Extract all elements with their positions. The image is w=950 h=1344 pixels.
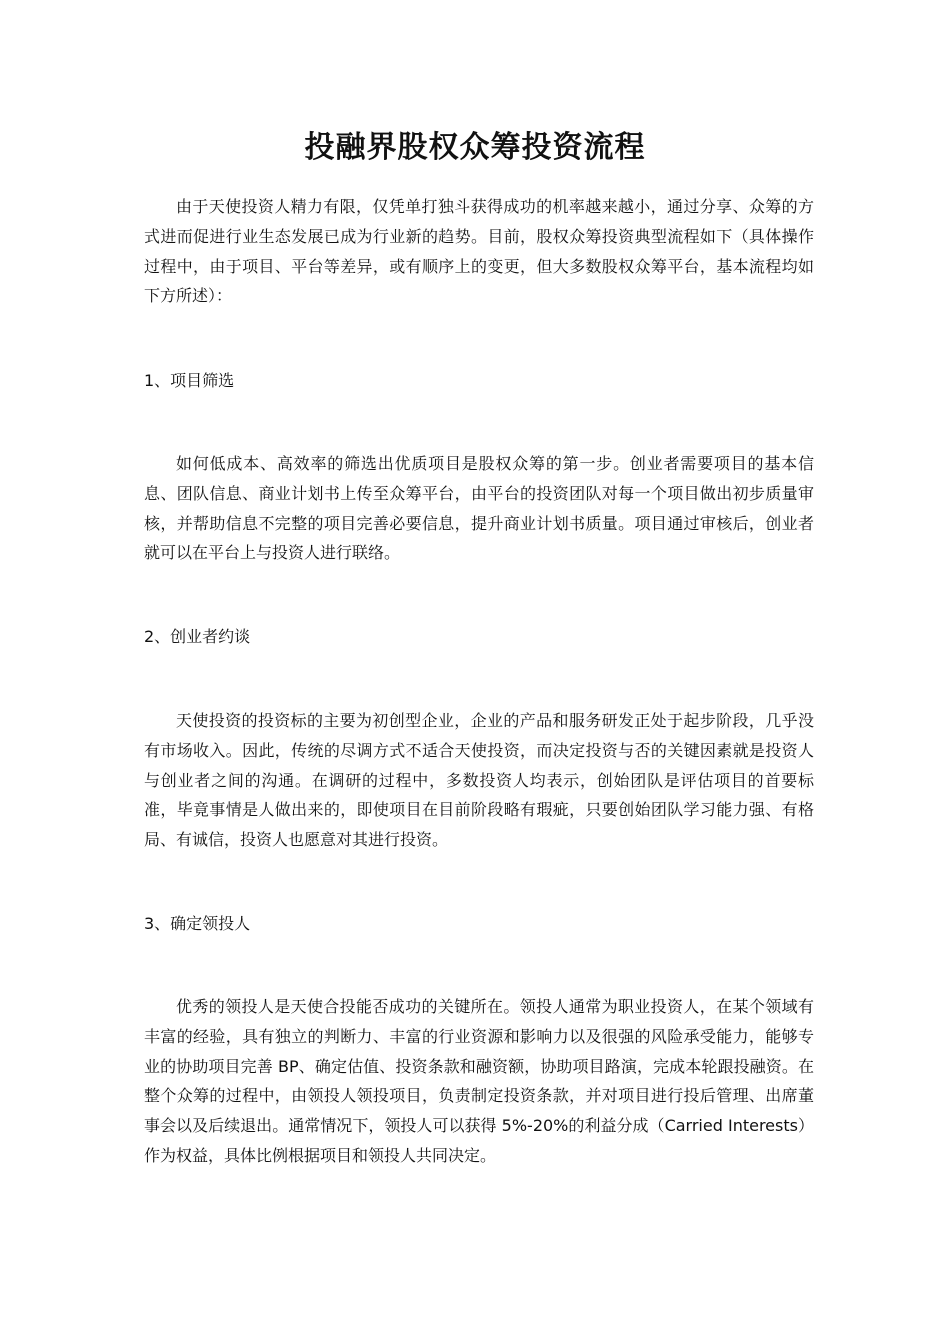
- section-heading-lead-investor: 3、确定领投人: [144, 914, 251, 933]
- section-body-project-screening: 如何低成本、高效率的筛选出优质项目是股权众筹的第一步。创业者需要项目的基本信息、团队信息、商业计划书上传至众筹平台，由平台的投资团队对每一个项目做出初步质量审核，并帮助信息不完整的项目完善必要信息，提升商业计划书质量。项目通过审核后，创业者就可以在平台上与投资人进行联络。: [144, 454, 814, 563]
- section-body-2-block: [144, 706, 814, 855]
- section-heading-project-screening: 1、项目筛选: [144, 371, 235, 390]
- section-heading-founder-interview: 2、创业者约谈: [144, 627, 251, 646]
- section-body-founder-interview: 天使投资的投资标的主要为初创型企业，企业的产品和服务研发正处于起步阶段，几乎没有市场收入。因此，传统的尽调方式不适合天使投资，而决定投资与否的关键因素就是投资人与创业者之间的沟通。在调研的过程中，多数投资人均表示，创始团队是评估项目的首要标准，毕竟事情是人做出来的，即使项目在目前阶段略有瑕疵，只要创始团队学习能力强、有格局、有诚信，投资人也愿意对其进行投资。: [144, 711, 814, 850]
- section-heading-3-block: [144, 909, 814, 939]
- section-heading-1-block: [144, 366, 814, 396]
- section-body-3-block: [144, 992, 814, 1171]
- intro-block: [144, 192, 814, 311]
- intro-paragraph: 由于天使投资人精力有限，仅凭单打独斗获得成功的机率越来越小，通过分享、众筹的方式进而促进行业生态发展已成为行业新的趋势。目前，股权众筹投资典型流程如下（具体操作过程中，由于项目、平台等差异，或有顺序上的变更，但大多数股权众筹平台，基本流程均如下方所述）：: [144, 197, 814, 306]
- section-body-1-block: [144, 449, 814, 568]
- section-heading-2-block: [144, 622, 814, 652]
- section-body-lead-investor: 优秀的领投人是天使合投能否成功的关键所在。领投人通常为职业投资人，在某个领域有丰富的经验，具有独立的判断力、丰富的行业资源和影响力以及很强的风险承受能力，能够专业的协助项目完善 BP、确定估值、投资条款和融资额，协助项目路演，完成本轮跟投融资。在整个众筹的过程中，由领投人领投项目，负责制定投资条款，并对项目进行投后管理、出席董事会以及后续退出。通常情况下，领投人可以获得 5%-20%的利益分成（Carried Interests）作为权益，具体比例根据项目和领投人共同决定。: [144, 997, 814, 1165]
- document-title: 投融界股权众筹投资流程: [304, 130, 646, 165]
